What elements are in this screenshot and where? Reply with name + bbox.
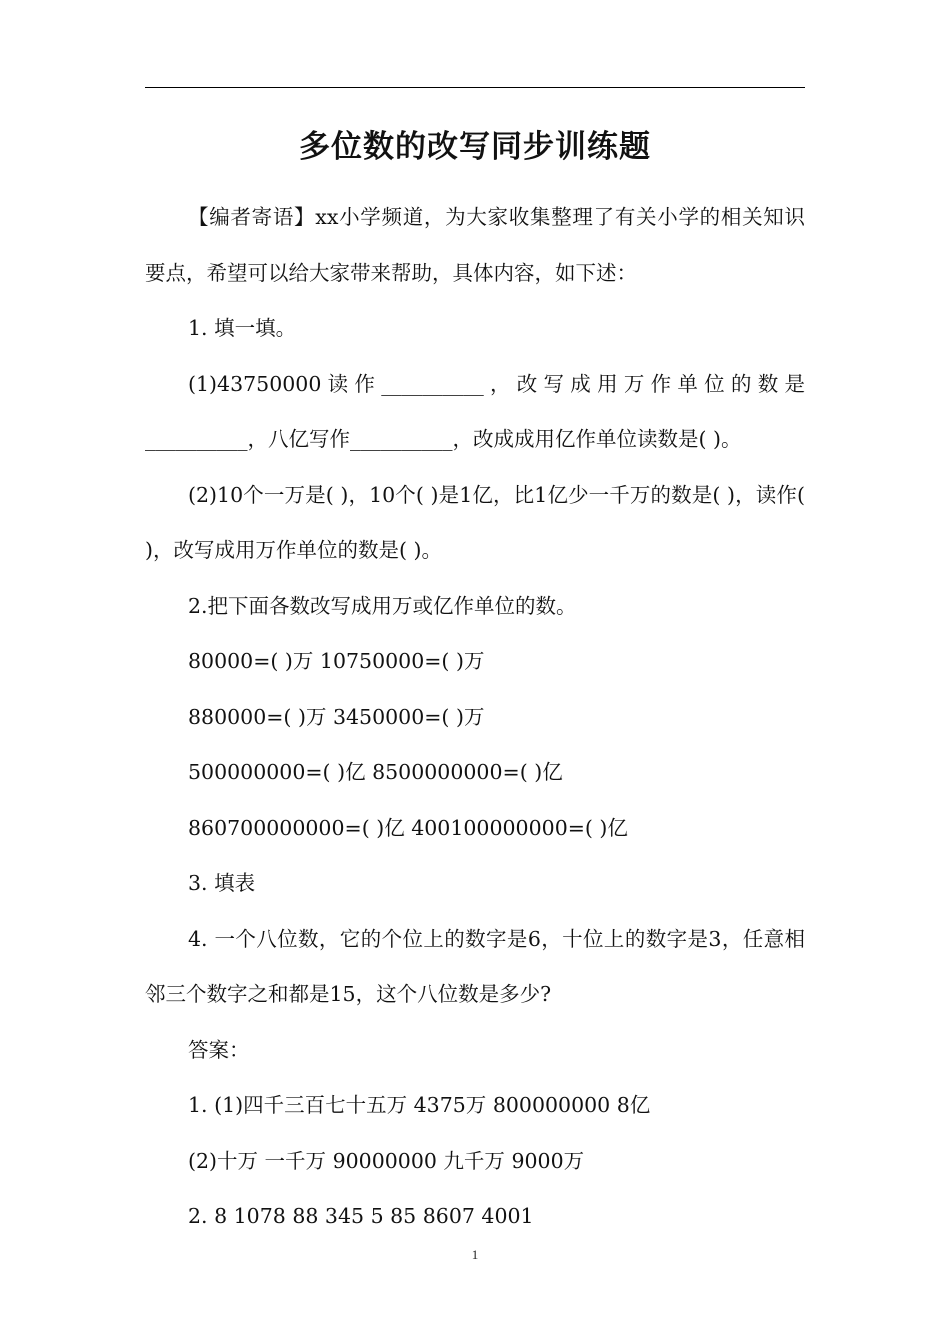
question-1-heading: 1. 填一填。 (188, 316, 297, 340)
question-4: 4. 一个八位数，它的个位上的数字是6，十位上的数字是3，任意相邻三个数字之和都是15，这个八位数是多少? (145, 926, 805, 1006)
question-2-line-2: 880000=( )万 3450000=( )万 (188, 704, 485, 729)
answer-1-part-2: (2)十万 一千万 90000000 九千万 9000万 (188, 1148, 585, 1173)
document-body (145, 190, 805, 1245)
question-2-line-3: 500000000=( )亿 8500000000=( )亿 (188, 760, 563, 784)
page-number: 1 (471, 1247, 479, 1262)
page-title: 多位数的改写同步训练题 (299, 129, 651, 165)
intro-paragraph: 【编者寄语】xx小学频道，为大家收集整理了有关小学的相关知识要点，希望可以给大家带来帮助，具体内容，如下述： (145, 205, 805, 285)
question-2-line-4: 860700000000=( )亿 400100000000=( )亿 (188, 815, 628, 840)
answers-heading: 答案： (188, 1037, 250, 1062)
answer-1-part-1: 1. (1)四千三百七十五万 4375万 800000000 8亿 (188, 1093, 651, 1117)
header-rule (145, 87, 805, 88)
question-2-line-1: 80000=( )万 10750000=( )万 (188, 649, 485, 673)
question-1-part-1: (1)43750000读作__________，改写成用万作单位的数是__________，八亿写作__________，改成成用亿作单位读数是( )。 (145, 371, 805, 451)
question-2-heading: 2.把下面各数改写成用万或亿作单位的数。 (188, 593, 577, 618)
question-1-part-2: (2)10个一万是( )，10个( )是1亿，比1亿少一千万的数是( )，读作( )，改写成用万作单位的数是( )。 (145, 482, 805, 562)
question-3-heading: 3. 填表 (188, 871, 256, 895)
answer-2: 2. 8 1078 88 345 5 85 8607 4001 (188, 1204, 534, 1228)
